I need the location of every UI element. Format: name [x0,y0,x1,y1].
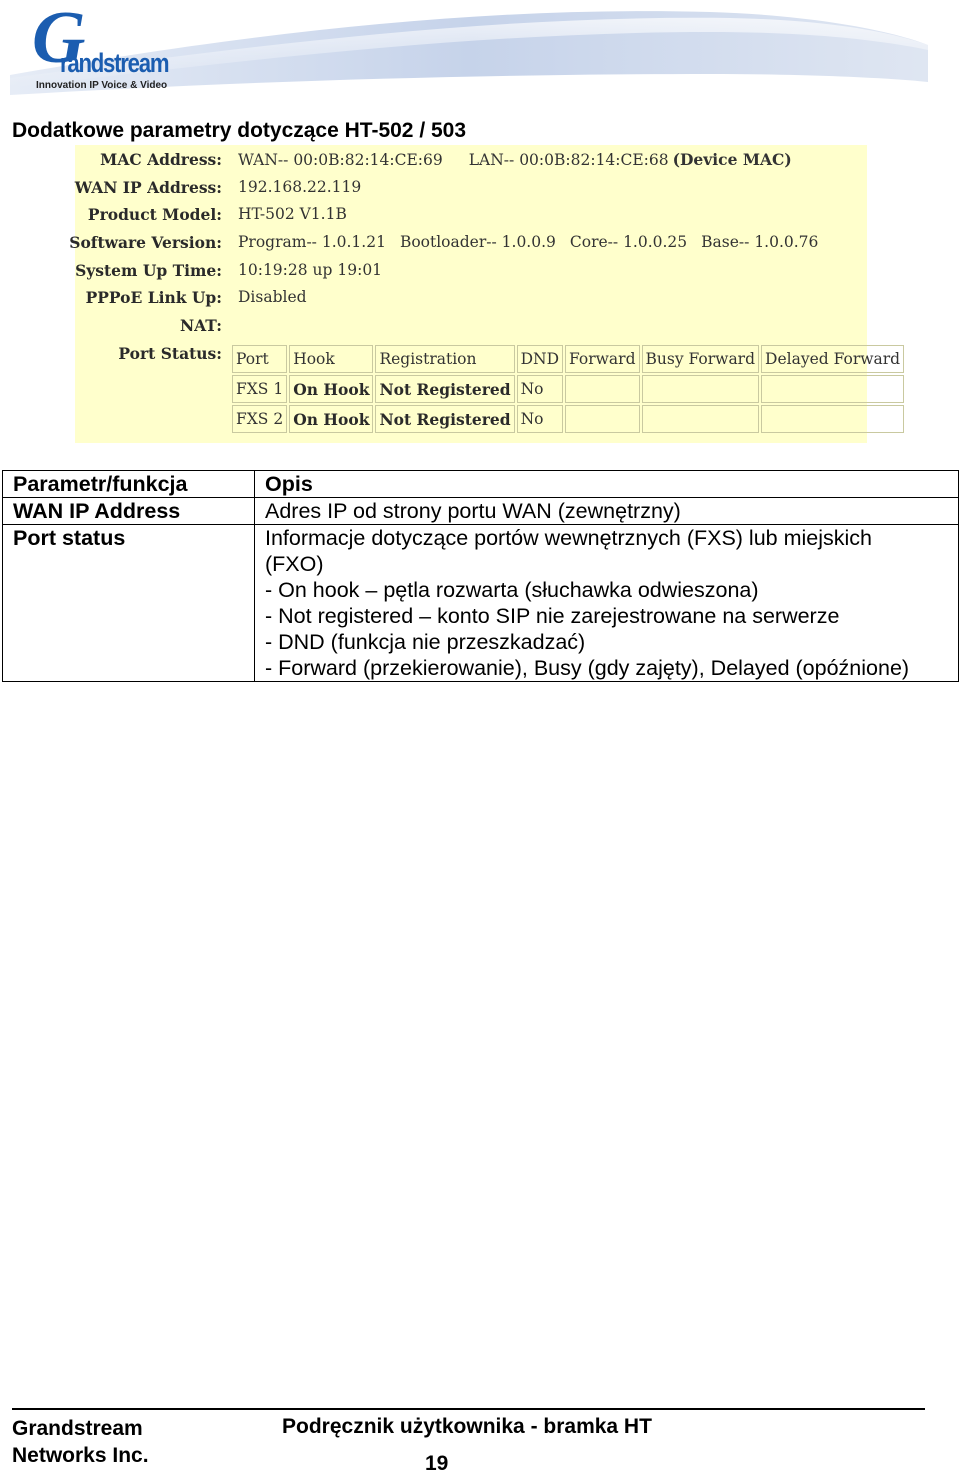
port-col-hook: Hook [289,345,373,373]
status-label-wan-ip: WAN IP Address: [74,178,222,197]
desc-wan-ip [255,498,959,525]
status-label-port-status: Port Status: [118,344,222,363]
busy-forward-cell [642,405,760,433]
footer-company [12,1415,149,1469]
header-parameter: Parametr/funkcja [3,471,255,498]
status-value-pppoe: Disabled [238,288,307,306]
status-value-mac [238,150,810,169]
table-row [3,498,959,525]
hook-cell: On Hook [289,375,373,403]
port-col-busy-forward: Busy Forward [642,345,760,373]
dnd-cell: No [517,375,563,403]
status-label-mac: MAC Address: [100,150,222,169]
desc-line: - DND (funkcja nie przeszkadzać) [265,630,586,654]
status-value-wan-ip: 192.168.22.119 [238,178,362,196]
desc-line: - Not registered – konto SIP nie zarejestrowane na serwerze [265,604,840,628]
forward-cell [565,405,640,433]
status-label-pppoe: PPPoE Link Up: [85,288,222,307]
status-value-software [238,233,836,251]
page-number: 19 [425,1452,449,1475]
table-row [3,525,959,682]
desc-line: - Forward (przekierowanie), Busy (gdy zajęty), Delayed (opóźnione) [265,656,910,680]
registration-cell: Not Registered [375,375,514,403]
logo-tagline: Innovation IP Voice & Video [36,80,168,91]
busy-forward-cell [642,375,760,403]
status-label-model: Product Model: [87,205,222,224]
desc-line: (FXO) [265,552,324,576]
delayed-forward-cell [761,405,904,433]
param-port-status: Port status [3,525,255,682]
desc-table-header-row [3,471,959,498]
hook-cell: On Hook [289,405,373,433]
port-col-port: Port [232,345,287,373]
mac-device-note: (Device MAC) [672,150,792,169]
delayed-forward-cell [761,375,904,403]
footer-divider [12,1408,925,1410]
registration-cell: Not Registered [375,405,514,433]
logo-letter: G [32,0,86,79]
mac-lan: LAN-- 00:0B:82:14:CE:68 [468,151,669,169]
grandstream-logo [24,2,184,94]
software-core: Core-- 1.0.0.25 [569,233,688,251]
software-base: Base-- 1.0.0.76 [701,233,819,251]
desc-line: Informacje dotyczące portów wewnętrznych (FXS) lub miejskich [265,526,872,550]
forward-cell [565,375,640,403]
param-wan-ip: WAN IP Address [3,498,255,525]
mac-wan: WAN-- 00:0B:82:14:CE:69 [238,151,443,169]
port-cell: FXS 1 [232,375,287,403]
port-col-registration: Registration [375,345,514,373]
port-col-forward: Forward [565,345,640,373]
section-heading: Dodatkowe parametry dotyczące HT-502 / 503 [12,119,467,142]
footer-company-line2: Networks Inc. [12,1444,149,1467]
software-bootloader: Bootloader-- 1.0.0.9 [399,233,556,251]
port-cell: FXS 2 [232,405,287,433]
status-value-model: HT-502 V1.1B [238,205,347,223]
parameter-description-table [2,470,959,682]
desc-line: - On hook – pętla rozwarta (słuchawka odwieszona) [265,578,759,602]
port-col-dnd: DND [517,345,563,373]
desc-port-status [255,525,959,682]
logo-wordmark: randstream [60,48,169,78]
footer-company-line1: Grandstream [12,1417,143,1440]
dnd-cell: No [517,405,563,433]
port-status-table [230,343,906,435]
port-col-delayed-forward: Delayed Forward [761,345,904,373]
header-description: Opis [255,471,959,498]
status-label-uptime: System Up Time: [75,261,222,280]
desc-line: Adres IP od strony portu WAN (zewnętrzny) [265,499,681,523]
status-label-software: Software Version: [69,233,222,252]
status-label-nat: NAT: [179,316,222,335]
software-program: Program-- 1.0.1.21 [238,233,386,251]
port-table-row [232,405,904,433]
port-table-header-row [232,345,904,373]
status-value-uptime: 10:19:28 up 19:01 [238,261,383,279]
port-table-row [232,375,904,403]
footer-title: Podręcznik użytkownika - bramka HT [282,1415,652,1438]
page-header [10,0,930,95]
device-status-panel [69,145,901,443]
